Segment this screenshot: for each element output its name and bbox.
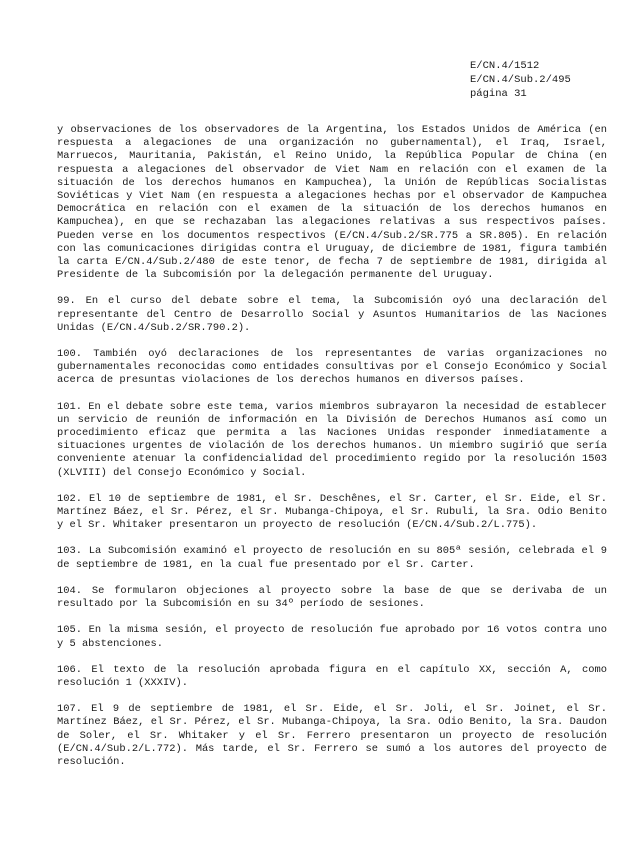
- paragraph-104: 104. Se formularon objeciones al proyecto sobre la base de que se derivaba de un resultado por la Subcomisión en su 34º período de sesiones.: [57, 584, 607, 611]
- document-body: [57, 124, 607, 782]
- paragraph-continuation: y observaciones de los observadores de la Argentina, los Estados Unidos de América (en respuesta a alegaciones de una organización no gubernamental), el Iraq, Israel, Marruecos, Mauritania, Pakistán, el Reino Unido, la República Popular de China (en respuesta a alegaciones del observador de Viet Nam en relación con el examen de la situación de los derechos humanos en Kampuchea), la Unión de Repúblicas Socialistas Soviéticas y Viet Nam (en respuesta a alegaciones hechas por el observador de Kampuchea Democrática en relación con el examen de la situación de los derechos humanos en Kampuchea), en que se rechazaban las alegaciones relativas a sus respectivos países. Pueden verse en los documentos respectivos (E/CN.4/Sub.2/SR.775 a SR.805). En relación con las comunicaciones dirigidas contra el Uruguay, de diciembre de 1981, figura también la carta E/CN.4/Sub.2/480 de este tenor, de fecha 7 de septiembre de 1981, dirigida al Presidente de la Subcomisión por la delegación permanente del Uruguay.: [57, 124, 607, 282]
- paragraph-100: 100. También oyó declaraciones de los representantes de varias organizaciones no gubernamentales reconocidas como entidades consultivas por el Consejo Económico y Social acerca de presuntas violaciones de los derechos humanos en diversos países.: [57, 348, 607, 387]
- paragraph-99: 99. En el curso del debate sobre el tema, la Subcomisión oyó una declaración del representante del Centro de Desarrollo Social y Asuntos Humanitarios de las Naciones Unidas (E/CN.4/Sub.2/SR.790.2).: [57, 295, 607, 334]
- document-symbol: E/CN.4/1512: [470, 60, 540, 72]
- paragraph-106: 106. El texto de la resolución aprobada figura en el capítulo XX, sección A, como resolución 1 (XXXIV).: [57, 663, 607, 689]
- document-reference: [470, 59, 571, 101]
- paragraph-107: 107. El 9 de septiembre de 1981, el Sr. Eide, el Sr. Joli, el Sr. Joinet, el Sr. Martínez Báez, el Sr. Pérez, el Sr. Mubanga-Chipoya, la Sra. Odio Benito, la Sra. Daudon de Soler, el Sr. Whitaker y el Sr. Ferrero presentaron un proyecto de resolución (E/CN.4/Sub.2/L.772). Más tarde, el Sr. Ferrero se sumó a los autores del proyecto de resolución.: [57, 703, 607, 768]
- paragraph-103: 103. La Subcomisión examinó el proyecto de resolución en su 805ª sesión, celebrada el 9 de septiembre de 1981, en la cual fue presentado por el Sr. Carter.: [57, 545, 607, 571]
- paragraph-101: 101. En el debate sobre este tema, varios miembros subrayaron la necesidad de establecer un servicio de reunión de información en la División de Derechos Humanos así como un procedimiento eficaz que permita a las Naciones Unidas responder inmediatamente a situaciones urgentes de violación de los derechos humanos. Un miembro sugirió que sería conveniente atenuar la confidencialidad del procedimiento regido por la resolución 1503 (XLVIII) del Consejo Económico y Social.: [57, 400, 607, 479]
- paragraph-102: 102. El 10 de septiembre de 1981, el Sr. Deschênes, el Sr. Carter, el Sr. Eide, el Sr. Martínez Báez, el Sr. Pérez, el Sr. Mubanga-Chipoya, el Sr. Rubuli, la Sra. Odio Benito y el Sr. Whitaker presentaron un proyecto de resolución (E/CN.4/Sub.2/L.775).: [57, 492, 607, 532]
- paragraph-105: 105. En la misma sesión, el proyecto de resolución fue aprobado por 16 votos contra uno y 5 abstenciones.: [57, 624, 607, 650]
- page-number: página 31: [470, 88, 527, 100]
- document-subsymbol: E/CN.4/Sub.2/495: [470, 74, 571, 86]
